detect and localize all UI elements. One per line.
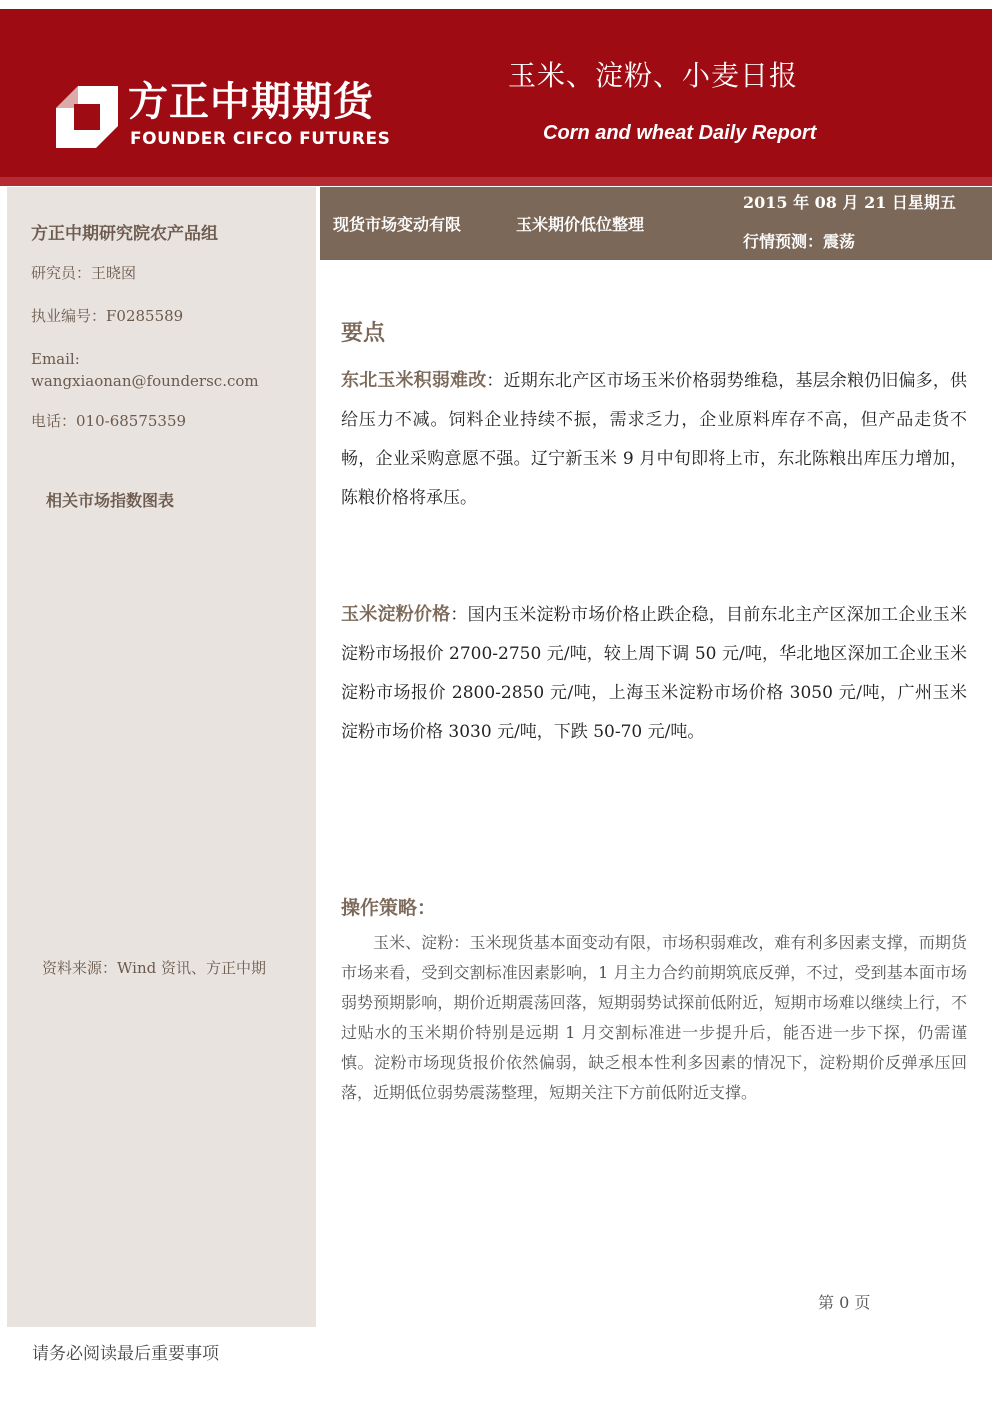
strategy-heading: 操作策略： bbox=[341, 897, 437, 919]
section-lead: 东北玉米积弱难改 bbox=[341, 370, 487, 391]
email-label: Email: bbox=[31, 350, 80, 368]
section-lead: 玉米淀粉价格 bbox=[341, 604, 451, 625]
research-org: 方正中期研究院农产品组 bbox=[31, 224, 218, 244]
key-points-heading: 要点 bbox=[341, 320, 386, 346]
strategy-body: 玉米、淀粉：玉米现货基本面变动有限，市场积弱难改，难有利多因素支撑，而期货市场来看，受到交割标准因素影响，1 月主力合约前期筑底反弹，不过，受到基本面市场弱势预期影响，期价近期震荡回落，短期弱势试探前低附近，短期市场难以继续上行，不过贴水的玉米期价特别是远期 1 月交割标准进一步提升后，能否进一步下探，仍需谨慎。淀粉市场现货报价依然偏弱，缺乏根本性利多因素的情况下，淀粉期价反弹承压回落，近期低位弱势震荡整理，短期关注下方前低附近支撑。 bbox=[341, 933, 967, 1102]
market-forecast: 行情预测：震荡 bbox=[743, 232, 856, 251]
header-banner-stripe bbox=[0, 177, 992, 186]
phone-number: 电话：010-68575359 bbox=[31, 412, 187, 430]
logo-text-cn: 方正中期期货 bbox=[128, 79, 374, 125]
report-title-en: Corn and wheat Daily Report bbox=[543, 122, 817, 144]
section-body: ：近期东北产区市场玉米价格弱势维稳，基层余粮仍旧偏多，供给压力不减。饲料企业持续不振，需求乏力，企业原料库存不高，但产品走货不畅，企业采购意愿不强。辽宁新玉米 9 月中旬即将上市，东北陈粮出库压力增加，陈粮价格将承压。 bbox=[341, 371, 968, 508]
data-source: 资料来源：Wind 资讯、方正中期 bbox=[42, 959, 266, 977]
page-number: 第 0 页 bbox=[818, 1293, 871, 1312]
researcher-name: 研究员：王晓囡 bbox=[31, 264, 137, 282]
headline-spot-market: 现货市场变动有限 bbox=[333, 215, 462, 234]
related-charts-title: 相关市场指数图表 bbox=[46, 491, 175, 510]
section-corn-starch-price bbox=[341, 595, 967, 752]
section-northeast-corn bbox=[341, 361, 967, 518]
logo-text-en: FOUNDER CIFCO FUTURES bbox=[130, 129, 391, 149]
report-title-cn: 玉米、淀粉、小麦日报 bbox=[508, 59, 799, 92]
headline-futures-price: 玉米期价低位整理 bbox=[516, 215, 645, 234]
report-date: 2015 年 08 月 21 日星期五 bbox=[743, 193, 956, 212]
disclaimer-note: 请务必阅读最后重要事项 bbox=[32, 1344, 219, 1364]
email-address[interactable]: wangxiaonan@foundersc.com bbox=[31, 372, 259, 390]
founder-logo-icon bbox=[56, 86, 118, 148]
section-body: ：国内玉米淀粉市场价格止跌企稳，目前东北主产区深加工企业玉米淀粉市场报价 2700-2750 元/吨，较上周下调 50 元/吨，华北地区深加工企业玉米淀粉市场报价 2800-2850 元/吨，上海玉米淀粉市场价格 3050 元/吨，广州玉米淀粉市场价格 3030 元/吨，下跌 50-70 元/吨。 bbox=[341, 605, 968, 742]
license-number: 执业编号：F0285589 bbox=[31, 307, 184, 325]
